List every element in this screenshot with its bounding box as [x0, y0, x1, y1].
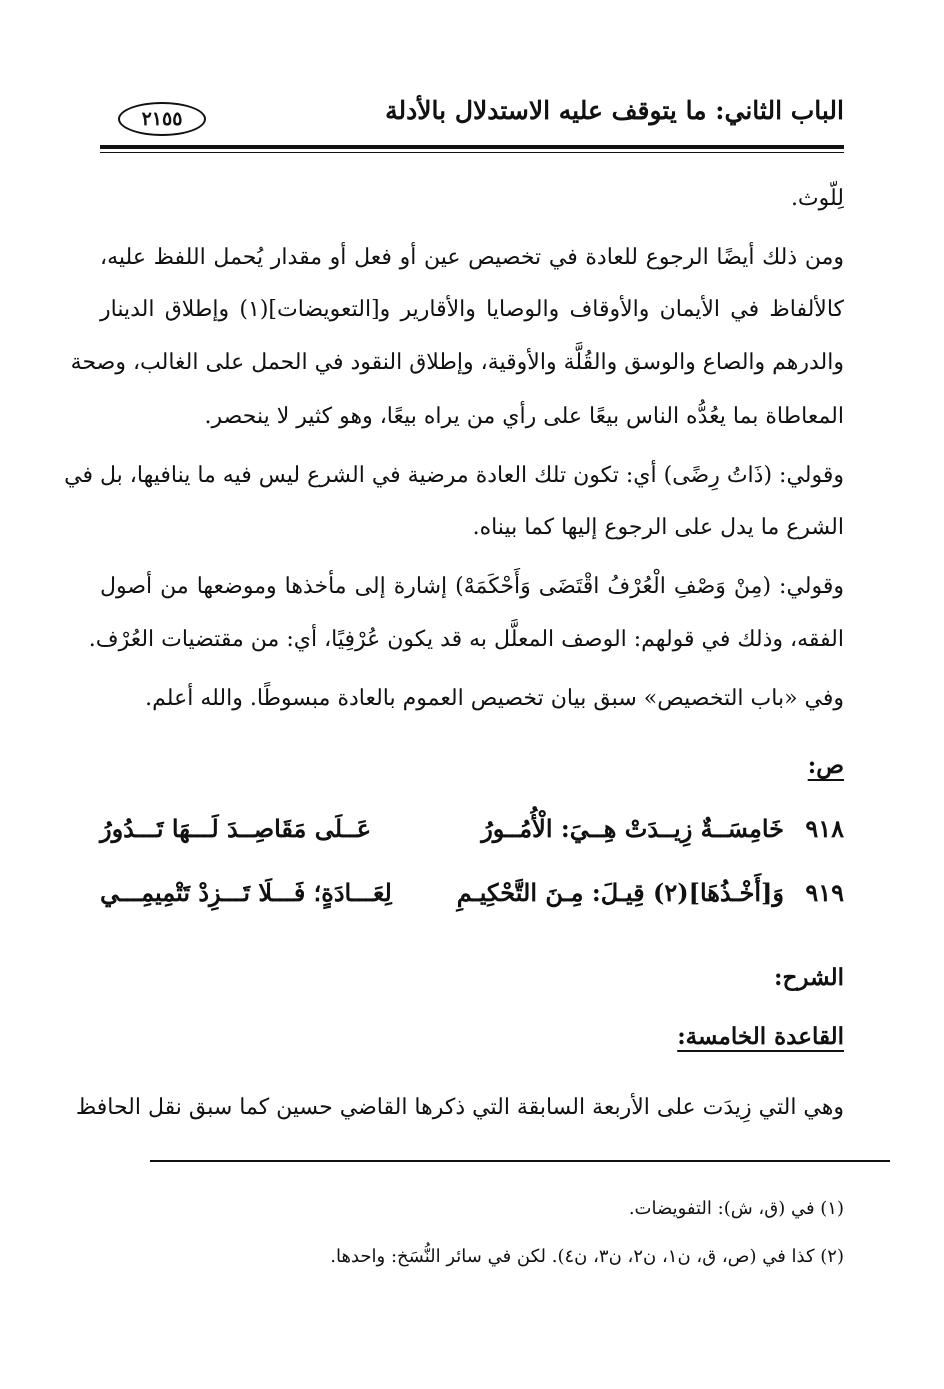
footnote: (١) في (ق، ش): التفويضات.	[628, 1198, 844, 1219]
verse-row	[100, 870, 844, 916]
body-line: وهي التي زِيدَت على الأربعة السابقة التي ذكرها القاضي حسين كما سبق نقل الحافظ	[75, 1095, 844, 1120]
verse-first-hemistich: وَ[أَخْـذُهَا](٢) قِيـلَ: مِـنَ التَّحْكِيـمِ	[456, 878, 784, 907]
footnote-rule	[150, 1160, 890, 1162]
body-line: لِلّوث.	[790, 186, 844, 211]
sharh-label: الشرح:	[774, 964, 844, 991]
page-number: ٢١٥٥	[118, 102, 206, 136]
verse-second-hemistich: لِعَـــادَةٍ؛ فَـــلَا تَـــزِدْ تَتْمِيمِـــي	[100, 878, 392, 907]
header-rule-thin	[100, 152, 844, 153]
body-line: ومن ذلك أيضًا الرجوع للعادة في تخصيص عين أو فعل أو مقدار يُحمل اللفظ عليه،	[100, 245, 844, 270]
running-title: الباب الثاني: ما يتوقف عليه الاستدلال بالأدلة	[385, 96, 844, 125]
body-line: الشرع ما يدل على الرجوع إليها كما بيناه.	[472, 515, 844, 540]
verse-number: ٩١٩	[805, 878, 844, 907]
verse-second-hemistich: عَــلَى مَقَاصِــدَ لَـــهَا تَـــدُورُ	[100, 814, 372, 843]
body-line: وفي «باب التخصيص» سبق بيان تخصيص العموم بالعادة مبسوطًا. والله أعلم.	[145, 686, 844, 711]
body-line: الفقه، وذلك في قولهم: الوصف المعلَّل به قد يكون عُرْفِيًا، أي: من مقتضيات العُرْف.	[88, 627, 844, 652]
body-line: كالألفاظ في الأيمان والأوقاف والوصايا والأقارير و[التعويضات](١) وإطلاق الدينار	[100, 297, 844, 322]
verse-number: ٩١٨	[805, 814, 844, 843]
body-line: وقولي: (ذَاتُ رِضًى) أي: تكون تلك العادة مرضية في الشرع ليس فيه ما ينافيها، بل في	[64, 463, 844, 488]
body-line: وقولي: (مِنْ وَصْفِ الْعُرْفُ اقْتَضَى وَأَحْكَمَهْ) إشارة إلى مأخذها وموضعها من أصول	[100, 574, 844, 599]
body-line: المعاطاة بما يعُدُّه الناس بيعًا على رأي من يراه بيعًا، وهو كثير لا ينحصر.	[204, 404, 844, 429]
footnote: (٢) كذا في (ص، ق، ن١، ن٢، ن٣، ن٤). لكن في سائر النُّسَخ: واحدها.	[330, 1246, 844, 1267]
rule-heading: القاعدة الخامسة:	[677, 1023, 844, 1050]
verse-first-hemistich: خَامِسَــةٌ زِيــدَتْ هِــيَ: الْأُمُــورُ	[481, 814, 784, 843]
header-rule	[100, 145, 844, 149]
text-label: ص:	[807, 752, 844, 779]
verse-row	[100, 806, 844, 852]
body-line: والدرهم والصاع والوسق والقُلَّة والأوقية، وإطلاق النقود في الحمل على الغالب، وصحة	[70, 350, 844, 375]
